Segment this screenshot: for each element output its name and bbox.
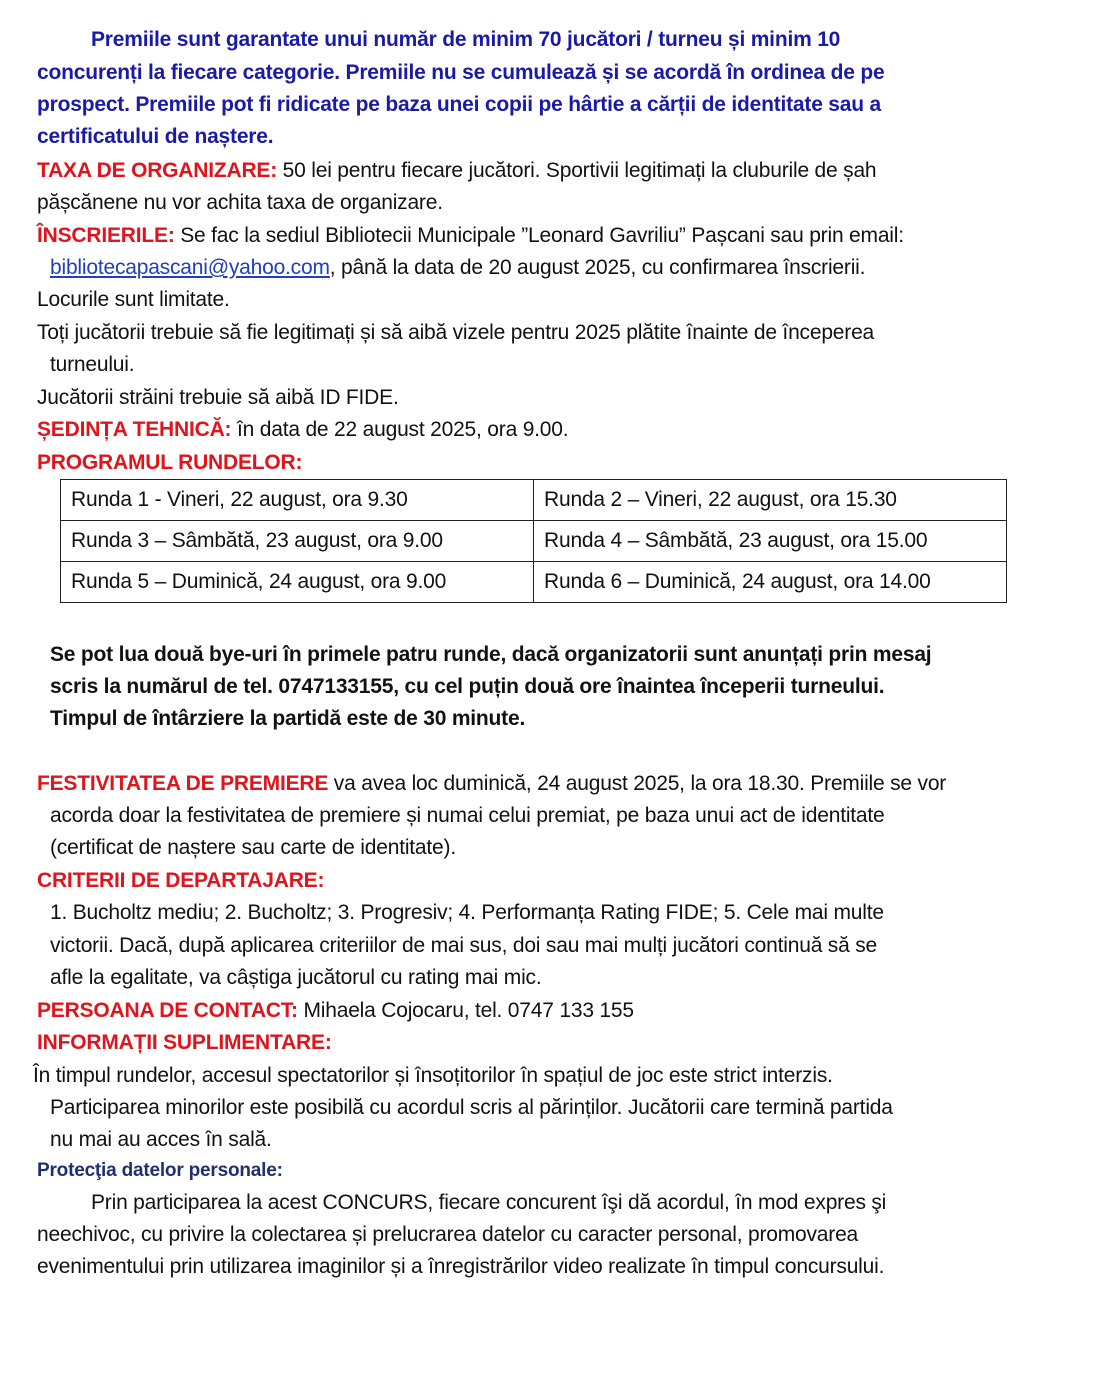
sedinta-section: [37, 414, 568, 446]
round-cell: Runda 4 – Sâmbătă, 23 august, ora 15.00: [534, 521, 1007, 562]
bye-line: Se pot lua două bye-uri în primele patru runde, dacă organizatorii sunt anunțați prin mesaj: [50, 643, 932, 666]
informatii-text: În timpul rundelor, accesul spectatorilor și însoțitorilor în spațiul de joc este strict interzis.: [33, 1064, 833, 1087]
criterii-text: 1. Bucholtz mediu; 2. Bucholtz; 3. Progresiv; 4. Performanța Rating FIDE; 5. Cele mai multe: [50, 901, 884, 924]
round-cell: Runda 2 – Vineri, 22 august, ora 15.30: [534, 480, 1007, 521]
inscrieri-note: Locurile sunt limitate.: [37, 288, 230, 311]
contact-section: [37, 995, 634, 1027]
informatii-label: INFORMAȚII SUPLIMENTARE:: [37, 1031, 332, 1054]
taxa-label: TAXA DE ORGANIZARE:: [37, 159, 278, 182]
legitimare-text: turneului.: [50, 353, 135, 376]
contact-label: PERSOANA DE CONTACT:: [37, 999, 298, 1022]
table-row: [61, 480, 1007, 521]
table-row: [61, 521, 1007, 562]
inscrieri-label: ÎNSCRIERILE:: [37, 224, 175, 247]
bye-line: Timpul de întârziere la partidă este de 30 minute.: [50, 707, 526, 730]
round-cell: Runda 3 – Sâmbătă, 23 august, ora 9.00: [61, 521, 534, 562]
round-cell: Runda 5 – Duminică, 24 august, ora 9.00: [61, 562, 534, 603]
festivitate-text: (certificat de naștere sau carte de identitate).: [50, 836, 456, 859]
protectie-text: evenimentului prin utilizarea imaginilor și a înregistrărilor video realizate în timpul concursului.: [37, 1255, 885, 1278]
legitimare-text: Toți jucătorii trebuie să fie legitimați și să aibă vizele pentru 2025 plătite înainte de începerea: [37, 321, 875, 344]
bye-line: scris la numărul de tel. 0747133155, cu cel puțin două ore înaintea începerii turneului.: [50, 675, 885, 698]
rounds-table: [60, 479, 1007, 603]
festivitate-label: FESTIVITATEA DE PREMIERE: [37, 772, 329, 795]
intro-line: concurenți la fiecare categorie. Premiile nu se cumulează și se acordă în ordinea de pe: [37, 61, 885, 84]
table-row: [61, 562, 1007, 603]
contact-text: Mihaela Cojocaru, tel. 0747 133 155: [297, 999, 634, 1022]
criterii-text: afle la egalitate, va câștiga jucătorul cu rating mai mic.: [50, 966, 542, 989]
taxa-text: pășcănene nu vor achita taxa de organizare.: [37, 191, 443, 214]
sedinta-label: ȘEDINȚA TEHNICĂ:: [37, 418, 232, 441]
intro-line: prospect. Premiile pot fi ridicate pe baza unei copii pe hârtie a cărții de identitate sau a: [37, 93, 882, 116]
protectie-text: Prin participarea la acest CONCURS, fiecare concurent îşi dă acordul, în mod expres şi: [91, 1191, 887, 1214]
program-label: PROGRAMUL RUNDELOR:: [37, 451, 303, 474]
taxa-text: 50 lei pentru fiecare jucători. Sportivii legitimați la cluburile de șah: [277, 159, 877, 182]
intro-line: certificatului de naștere.: [37, 125, 274, 148]
fide-requirement: Jucătorii străini trebuie să aibă ID FIDE.: [37, 386, 399, 409]
protectie-heading: Protecţia datelor personale:: [37, 1160, 283, 1181]
criterii-text: victorii. Dacă, după aplicarea criteriilor de mai sus, doi sau mai mulți jucători continuă să se: [50, 934, 878, 957]
protectie-text: neechivoc, cu privire la colectarea și prelucrarea datelor cu caracter personal, promovarea: [37, 1223, 859, 1246]
inscrieri-text: Se fac la sediul Bibliotecii Municipale ”Leonard Gavriliu” Pașcani sau prin email:: [174, 224, 904, 247]
sedinta-text: în data de 22 august 2025, ora 9.00.: [231, 418, 569, 441]
round-cell: Runda 1 - Vineri, 22 august, ora 9.30: [61, 480, 534, 521]
informatii-text: nu mai au acces în sală.: [50, 1128, 272, 1151]
round-cell: Runda 6 – Duminică, 24 august, ora 14.00: [534, 562, 1007, 603]
criterii-label: CRITERII DE DEPARTAJARE:: [37, 869, 325, 892]
intro-line: Premiile sunt garantate unui număr de minim 70 jucători / turneu și minim 10: [91, 28, 841, 51]
informatii-text: Participarea minorilor este posibilă cu acordul scris al părinților. Jucătorii care termină partida: [50, 1096, 893, 1119]
email-link[interactable]: bibliotecapascani@yahoo.com: [50, 256, 330, 279]
festivitate-text: acorda doar la festivitatea de premiere și numai celui premiat, pe baza unui act de identitate: [50, 804, 885, 827]
inscrieri-text: , până la data de 20 august 2025, cu confirmarea înscrierii.: [329, 256, 866, 279]
festivitate-text: va avea loc duminică, 24 august 2025, la ora 18.30. Premiile se vor: [328, 772, 947, 795]
